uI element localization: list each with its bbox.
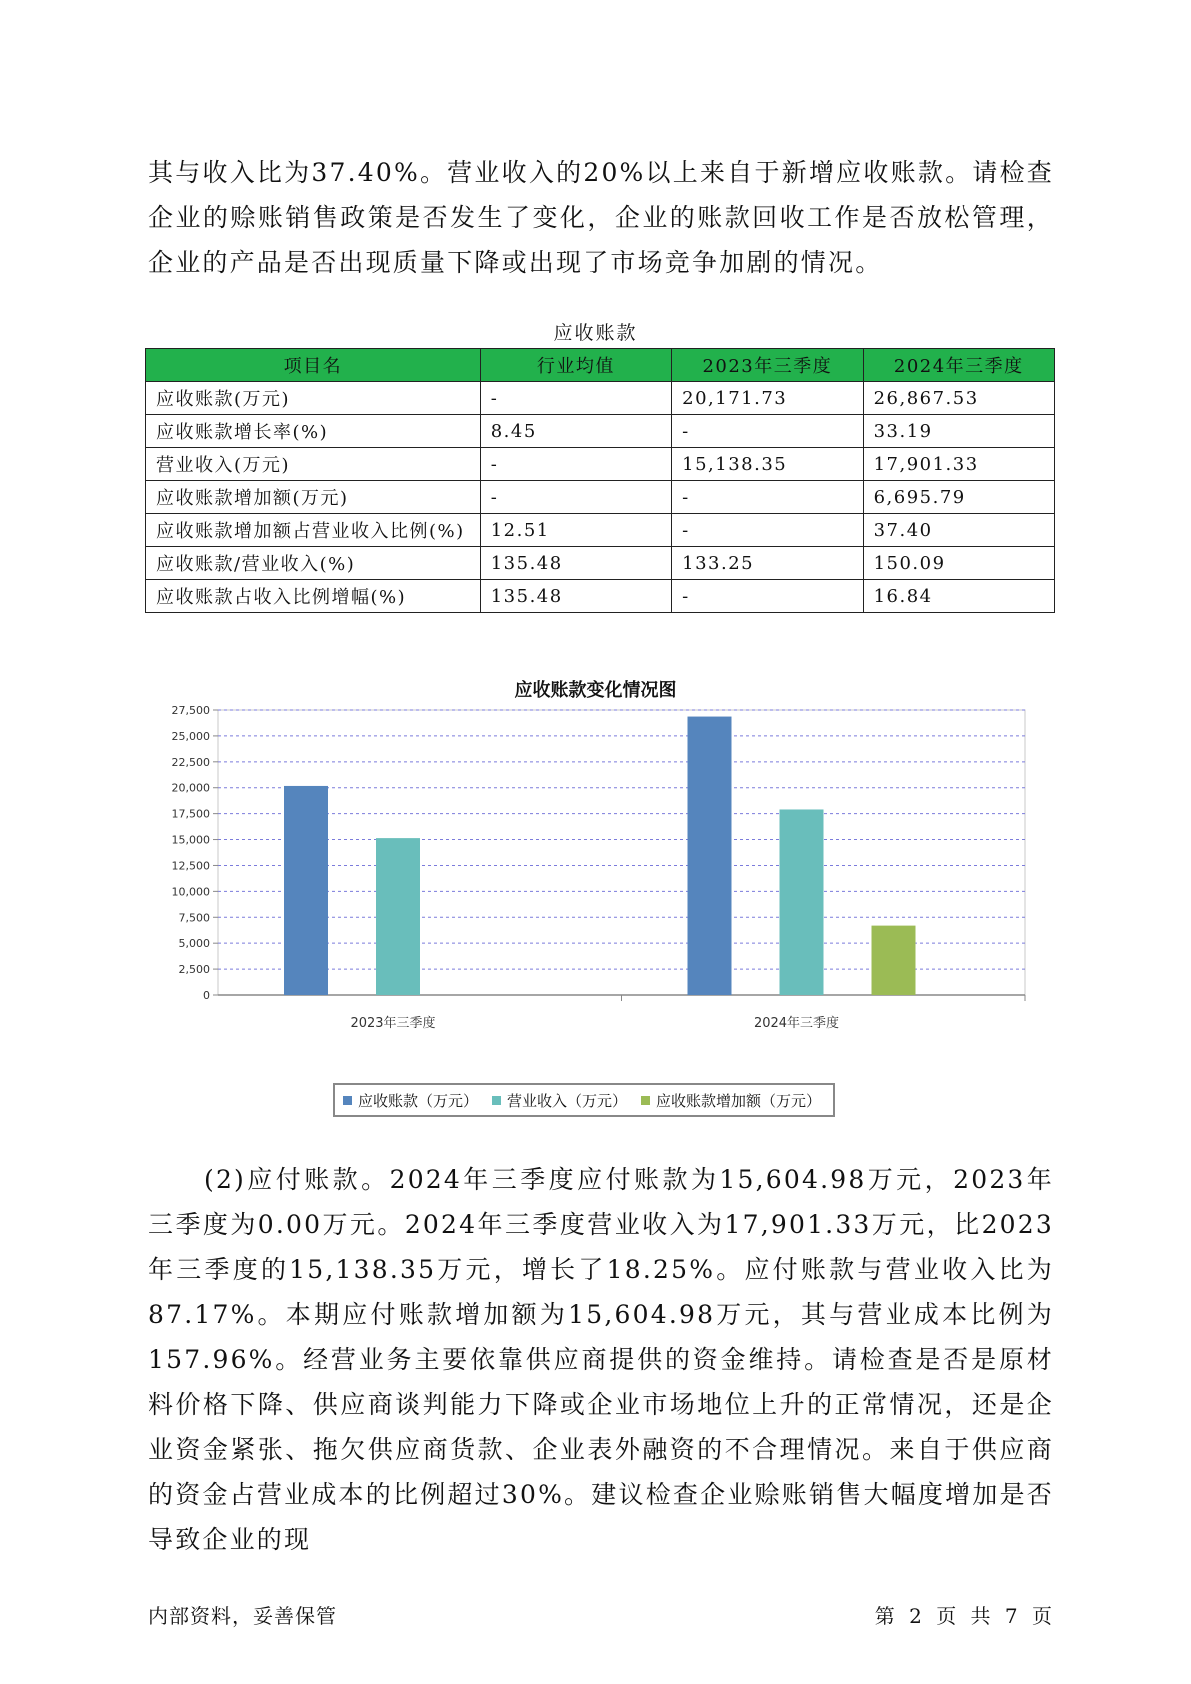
header-item-name: 项目名: [146, 349, 481, 382]
table-cell: 135.48: [480, 547, 671, 580]
table-cell: 6,695.79: [863, 481, 1054, 514]
table-cell: 应收账款占收入比例增幅(%): [146, 580, 481, 613]
table-cell: 应收账款增加额占营业收入比例(%): [146, 514, 481, 547]
paragraph-receivables-analysis: 其与收入比为37.40%。营业收入的20%以上来自于新增应收账款。请检查企业的赊账销售政策是否发生了变化，企业的账款回收工作是否放松管理，企业的产品是否出现质量下降或出现了市场竞争加剧的情况。: [148, 158, 1054, 277]
bar-revenue: [780, 809, 824, 995]
bar-receivables: [284, 786, 328, 995]
legend-swatch-receivables-increase: [641, 1096, 650, 1105]
table-cell: 150.09: [863, 547, 1054, 580]
footer-page-number: 第 2 页 共 7 页: [874, 1604, 1053, 1628]
table-row: [146, 547, 1055, 580]
y-tick-label: 27,500: [171, 704, 210, 717]
table-cell: 应收账款增加额(万元): [146, 481, 481, 514]
table-row: [146, 514, 1055, 547]
table-caption: 应收账款: [553, 322, 638, 344]
y-tick-label: 15,000: [171, 833, 210, 847]
y-tick-label: 20,000: [171, 781, 210, 795]
bar-revenue: [376, 838, 420, 995]
table-cell: -: [672, 481, 863, 514]
receivables-bar-chart: [150, 700, 1030, 1080]
bar-receivables: [688, 717, 732, 995]
receivables-table: [145, 348, 1055, 613]
table-row: [146, 415, 1055, 448]
table-cell: -: [480, 382, 671, 415]
table-header-row: [146, 349, 1055, 382]
table-cell: 12.51: [480, 514, 671, 547]
chart-title: 应收账款变化情况图: [514, 680, 677, 701]
table-cell: 应收账款(万元): [146, 382, 481, 415]
y-tick-label: 0: [203, 989, 210, 1002]
table-row: [146, 481, 1055, 514]
table-cell: 26,867.53: [863, 382, 1054, 415]
table-cell: -: [672, 415, 863, 448]
chart-legend: [333, 1083, 835, 1117]
x-tick-label: 2024年三季度: [753, 1016, 840, 1031]
y-tick-label: 12,500: [171, 859, 210, 873]
header-industry-average: 行业均值: [480, 349, 671, 382]
legend-item-revenue: [492, 1090, 627, 1111]
paragraph-payables-analysis: (2)应付账款。2024年三季度应付账款为15,604.98万元，2023年三季度为0.00万元。2024年三季度营业收入为17,901.33万元，比2023年三季度的15,138.35万元，增长了18.25%。应付账款与营业收入比为87.17%。本期应付账款增加额为15,604.98万元，其与营业成本比例为157.96%。经营业务主要依靠供应商提供的资金维持。请检查是否是原材料价格下降、供应商谈判能力下降或企业市场地位上升的正常情况，还是企业资金紧张、拖欠供应商货款、企业表外融资的不合理情况。来自于供应商的资金占营业成本的比例超过30%。建议检查企业赊账销售大幅度增加是否导致企业的现: [148, 1165, 1054, 1554]
legend-item-receivables-increase: [641, 1090, 821, 1111]
legend-swatch-revenue: [492, 1096, 501, 1105]
bar-receivables-increase: [872, 926, 916, 995]
table-row: [146, 382, 1055, 415]
legend-label-revenue: 营业收入（万元）: [507, 1091, 628, 1110]
table-cell: 133.25: [672, 547, 863, 580]
table-cell: -: [672, 580, 863, 613]
table-row: [146, 448, 1055, 481]
table-cell: 37.40: [863, 514, 1054, 547]
y-tick-label: 10,000: [171, 885, 210, 899]
header-2023-q3: 2023年三季度: [672, 349, 863, 382]
legend-label-receivables: 应收账款（万元）: [358, 1091, 479, 1110]
table-cell: -: [480, 481, 671, 514]
y-tick-label: 22,500: [171, 755, 210, 769]
table-cell: -: [480, 448, 671, 481]
table-cell: 135.48: [480, 580, 671, 613]
legend-item-receivables: [343, 1090, 478, 1111]
y-tick-label: 7,500: [178, 911, 210, 925]
table-cell: 16.84: [863, 580, 1054, 613]
y-tick-label: 5,000: [178, 937, 210, 951]
table-cell: 17,901.33: [863, 448, 1054, 481]
footer-confidential-note: 内部资料，妥善保管: [148, 1604, 337, 1628]
y-tick-label: 17,500: [171, 807, 210, 821]
table-cell: 应收账款增长率(%): [146, 415, 481, 448]
x-tick-label: 2023年三季度: [350, 1016, 436, 1031]
table-cell: 15,138.35: [672, 448, 863, 481]
table-cell: -: [672, 514, 863, 547]
table-cell: 33.19: [863, 415, 1054, 448]
table-cell: 8.45: [480, 415, 671, 448]
legend-swatch-receivables: [343, 1096, 352, 1105]
table-cell: 20,171.73: [672, 382, 863, 415]
table-cell: 应收账款/营业收入(%): [146, 547, 481, 580]
header-2024-q3: 2024年三季度: [863, 349, 1054, 382]
table-row: [146, 580, 1055, 613]
y-tick-label: 2,500: [178, 963, 210, 977]
table-cell: 营业收入(万元): [146, 448, 481, 481]
y-tick-label: 25,000: [171, 729, 210, 743]
legend-label-receivables-increase: 应收账款增加额（万元）: [656, 1091, 822, 1110]
